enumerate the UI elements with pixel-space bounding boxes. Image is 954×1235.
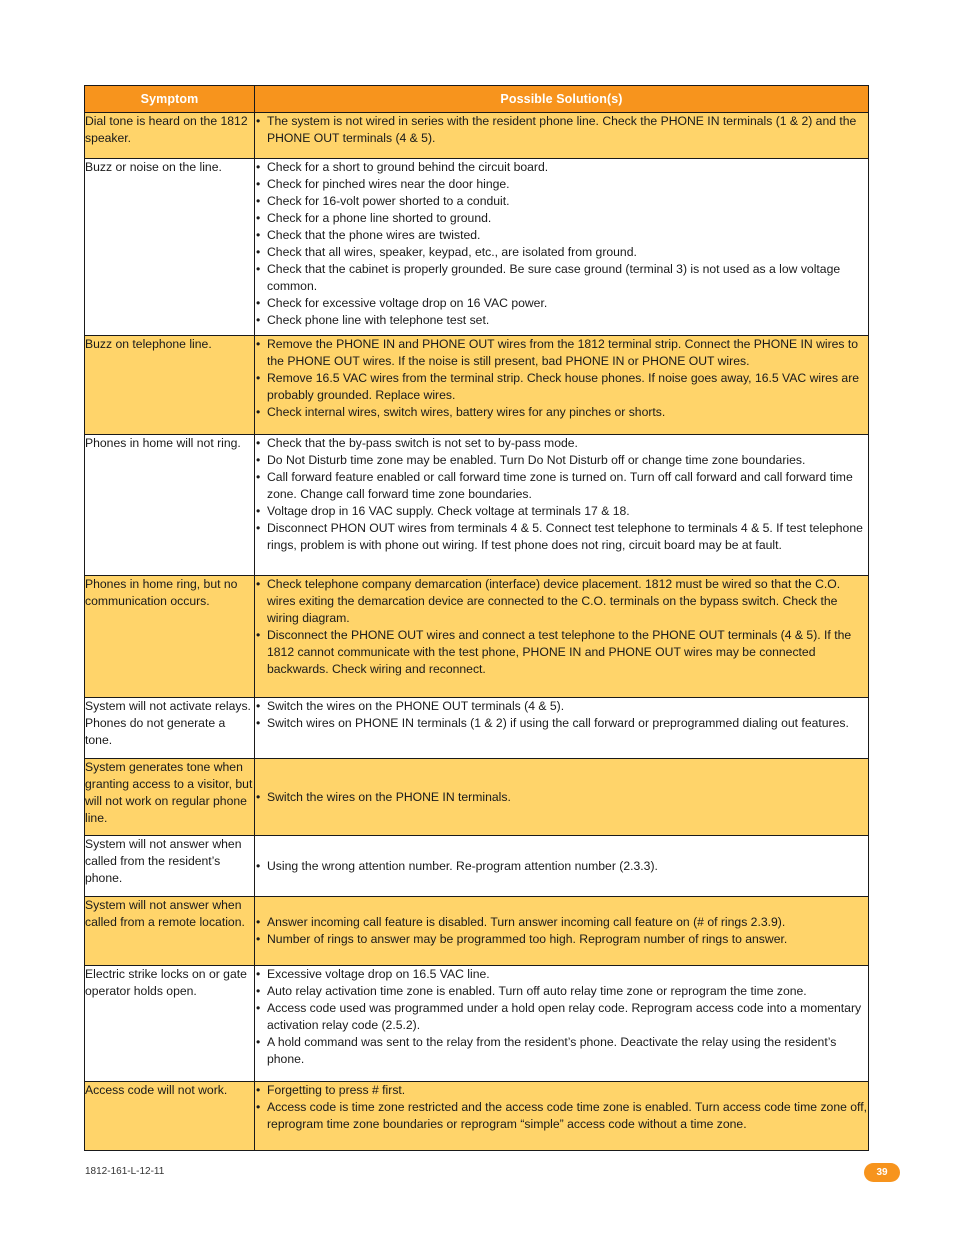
troubleshooting-table bbox=[84, 85, 869, 1151]
symptom-cell: Access code will not work. bbox=[85, 1082, 255, 1151]
solutions-list bbox=[255, 576, 868, 678]
symptom-cell: System will not answer when called from a remote location. bbox=[85, 897, 255, 966]
solution-item: • Disconnect PHON OUT wires from terminals 4 & 5. Connect test telephone to terminals 4 & 5. If test telephone rings, problem is with phone out wiring. If test phone does not ring, circuit board may be at fault. bbox=[255, 520, 868, 554]
table-row bbox=[85, 435, 869, 576]
solutions-cell bbox=[255, 1082, 869, 1151]
table-row bbox=[85, 897, 869, 966]
solution-item: • Check internal wires, switch wires, battery wires for any pinches or shorts. bbox=[255, 404, 868, 421]
solution-item: • Check that the by-pass switch is not set to by-pass mode. bbox=[255, 435, 868, 452]
solutions-list bbox=[255, 1082, 868, 1133]
solution-item: • Remove 16.5 VAC wires from the terminal strip. Check house phones. If noise goes away, 16.5 VAC wires are probably grounded. Replace wires. bbox=[255, 370, 868, 404]
solution-item: • Number of rings to answer may be programmed too high. Reprogram number of rings to answer. bbox=[255, 931, 868, 948]
symptom-cell: Buzz on telephone line. bbox=[85, 336, 255, 435]
solutions-list bbox=[255, 698, 868, 732]
solution-item: • Voltage drop in 16 VAC supply. Check voltage at terminals 17 & 18. bbox=[255, 503, 868, 520]
solution-item: • Check that the phone wires are twisted. bbox=[255, 227, 868, 244]
page-number-badge: 39 bbox=[864, 1163, 900, 1182]
table-row bbox=[85, 576, 869, 698]
symptom-cell: Electric strike locks on or gate operator holds open. bbox=[85, 966, 255, 1082]
solution-item: • Remove the PHONE IN and PHONE OUT wires from the 1812 terminal strip. Connect the PHONE IN wires to the PHONE OUT wires. If the noise is still present, bad PHONE IN or PHONE OUT wires. bbox=[255, 336, 868, 370]
solution-item: • Switch the wires on the PHONE IN terminals. bbox=[255, 789, 868, 806]
solutions-list bbox=[255, 113, 868, 147]
solutions-cell bbox=[255, 576, 869, 698]
solution-item: • The system is not wired in series with the resident phone line. Check the PHONE IN terminals (1 & 2) and the PHONE OUT terminals (4 & 5). bbox=[255, 113, 868, 147]
solutions-cell bbox=[255, 836, 869, 897]
solution-item: • A hold command was sent to the relay from the resident’s phone. Deactivate the relay using the resident’s phone. bbox=[255, 1034, 868, 1068]
table-row bbox=[85, 1082, 869, 1151]
solution-item: • Do Not Disturb time zone may be enabled. Turn Do Not Disturb off or change time zone boundaries. bbox=[255, 452, 868, 469]
solution-item: • Check for a phone line shorted to ground. bbox=[255, 210, 868, 227]
table-row bbox=[85, 698, 869, 759]
solution-item: • Check for pinched wires near the door hinge. bbox=[255, 176, 868, 193]
solution-item: • Answer incoming call feature is disabled. Turn answer incoming call feature on (# of rings 2.3.9). bbox=[255, 914, 868, 931]
symptom-cell: System will not activate relays. Phones do not generate a tone. bbox=[85, 698, 255, 759]
solutions-list bbox=[255, 336, 868, 421]
symptom-cell: Buzz or noise on the line. bbox=[85, 159, 255, 336]
solutions-cell bbox=[255, 435, 869, 576]
symptom-cell: Phones in home ring, but no communication occurs. bbox=[85, 576, 255, 698]
solutions-cell bbox=[255, 759, 869, 836]
solutions-list bbox=[255, 914, 868, 948]
table-row bbox=[85, 759, 869, 836]
solution-item: • Switch wires on PHONE IN terminals (1 & 2) if using the call forward or preprogrammed dialing out features. bbox=[255, 715, 868, 732]
symptom-column-header: Symptom bbox=[85, 86, 255, 113]
solution-item: • Switch the wires on the PHONE OUT terminals (4 & 5). bbox=[255, 698, 868, 715]
table-row bbox=[85, 336, 869, 435]
solutions-cell bbox=[255, 897, 869, 966]
solutions-cell bbox=[255, 966, 869, 1082]
solution-item: • Using the wrong attention number. Re-program attention number (2.3.3). bbox=[255, 858, 868, 875]
solution-item: • Check that all wires, speaker, keypad, etc., are isolated from ground. bbox=[255, 244, 868, 261]
solutions-column-header: Possible Solution(s) bbox=[255, 86, 869, 113]
solution-item: • Check for excessive voltage drop on 16 VAC power. bbox=[255, 295, 868, 312]
solutions-list bbox=[255, 966, 868, 1068]
table-row bbox=[85, 836, 869, 897]
solutions-list bbox=[255, 435, 868, 554]
table-row bbox=[85, 966, 869, 1082]
solution-item: • Check for a short to ground behind the circuit board. bbox=[255, 159, 868, 176]
solution-item: • Auto relay activation time zone is enabled. Turn off auto relay time zone or reprogram the time zone. bbox=[255, 983, 868, 1000]
solution-item: • Disconnect the PHONE OUT wires and connect a test telephone to the PHONE OUT terminals (4 & 5). If the 1812 cannot communicate with the test phone, PHONE IN and PHONE OUT wires may be connected backwards. Check wiring and reconnect. bbox=[255, 627, 868, 678]
solutions-cell bbox=[255, 698, 869, 759]
solutions-cell bbox=[255, 113, 869, 159]
solution-item: • Check telephone company demarcation (interface) device placement. 1812 must be wired so that the C.O. wires exiting the demarcation device are connected to the C.O. terminals on the bypass switch. Check the wiring diagram. bbox=[255, 576, 868, 627]
solution-item: • Check phone line with telephone test set. bbox=[255, 312, 868, 329]
symptom-cell: Phones in home will not ring. bbox=[85, 435, 255, 576]
solution-item: • Call forward feature enabled or call forward time zone is turned on. Turn off call forward and call forward time zone. Change call forward time zone boundaries. bbox=[255, 469, 868, 503]
table-row bbox=[85, 159, 869, 336]
solutions-list bbox=[255, 858, 868, 875]
solutions-cell bbox=[255, 159, 869, 336]
solutions-list bbox=[255, 789, 868, 806]
table-row bbox=[85, 113, 869, 159]
symptom-cell: System will not answer when called from the resident’s phone. bbox=[85, 836, 255, 897]
solution-item: • Excessive voltage drop on 16.5 VAC line. bbox=[255, 966, 868, 983]
table-header-row bbox=[85, 86, 869, 113]
solution-item: • Check that the cabinet is properly grounded. Be sure case ground (terminal 3) is not used as a low voltage common. bbox=[255, 261, 868, 295]
solution-item: • Forgetting to press # first. bbox=[255, 1082, 868, 1099]
solution-item: • Access code is time zone restricted and the access code time zone is enabled. Turn access code time zone off, reprogram time zone boundaries or reprogram “simple” access code without a time zone. bbox=[255, 1099, 868, 1133]
solution-item: • Access code used was programmed under a hold open relay code. Reprogram access code into a momentary activation relay code (2.5.2). bbox=[255, 1000, 868, 1034]
solution-item: • Check for 16-volt power shorted to a conduit. bbox=[255, 193, 868, 210]
document-code: 1812-161-L-12-11 bbox=[85, 1166, 165, 1177]
symptom-cell: System generates tone when granting access to a visitor, but will not work on regular phone line. bbox=[85, 759, 255, 836]
symptom-cell: Dial tone is heard on the 1812 speaker. bbox=[85, 113, 255, 159]
solutions-list bbox=[255, 159, 868, 329]
solutions-cell bbox=[255, 336, 869, 435]
